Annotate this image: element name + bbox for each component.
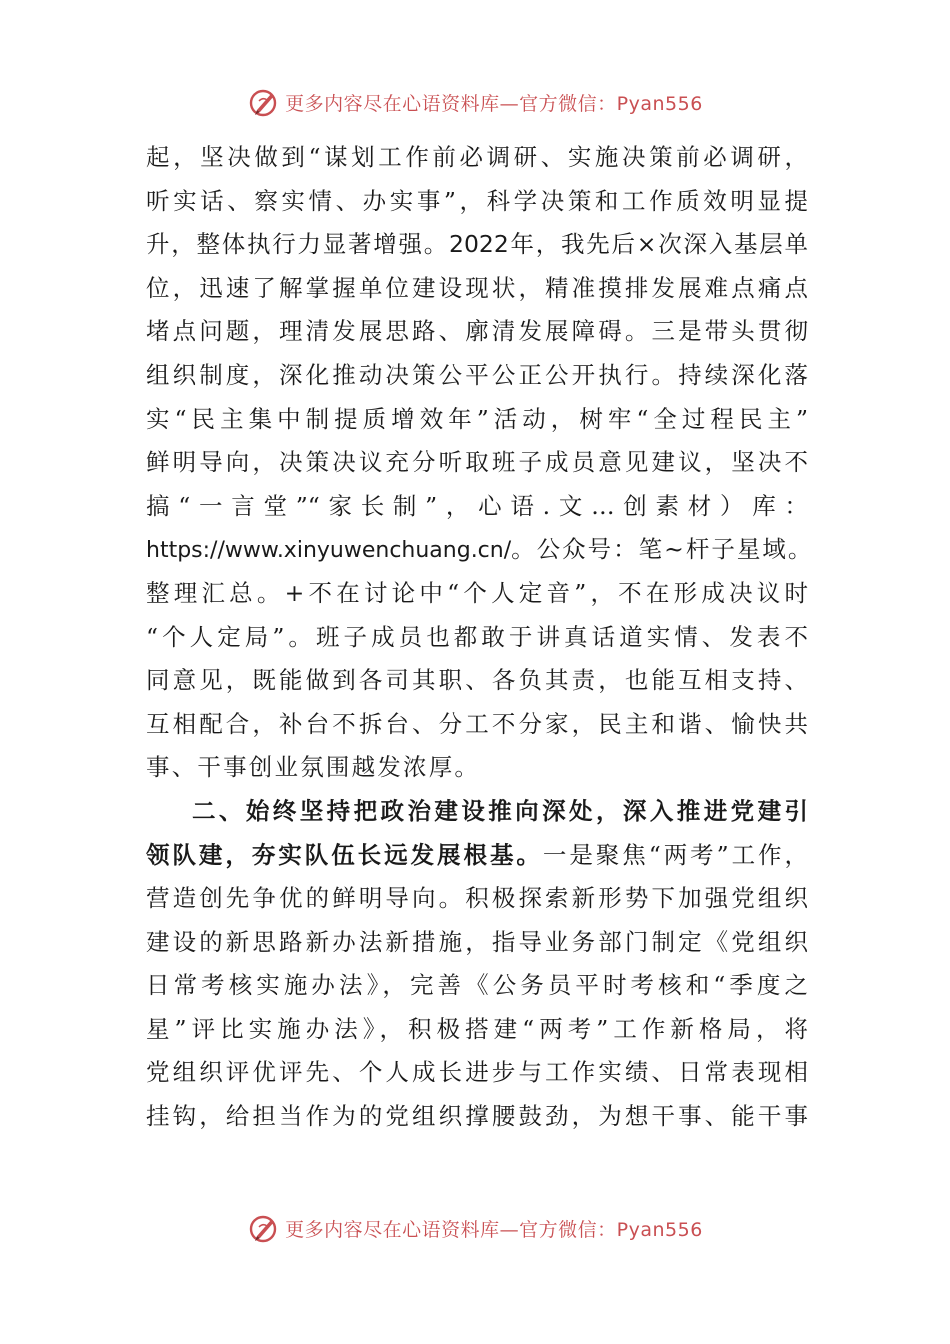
text-line: 听实话、察实情、办实事”，科学决策和工作质效明显提 bbox=[146, 186, 808, 215]
text-line: 建设的新思路新办法新措施，指导业务部门制定《党组织 bbox=[146, 927, 808, 956]
text-line: 搞“一言堂”“家长制”，心语.文…创素材）库： bbox=[146, 491, 808, 520]
section-heading-line: 二、始终坚持把政治建设推向深处，深入推进党建引 bbox=[192, 796, 808, 825]
text-line: 升，整体执行力显著增强。2022年，我先后×次深入基层单 bbox=[146, 230, 808, 259]
text-line: 同意见，既能做到各司其职、各负其责，也能互相支持、 bbox=[146, 666, 808, 695]
document-body bbox=[146, 136, 814, 1139]
paragraph-2 bbox=[146, 790, 808, 1139]
text-line: 事、干事创业氛围越发浓厚。 bbox=[146, 753, 481, 782]
wechat-id: Pyan556 bbox=[616, 92, 703, 115]
pen-logo-icon bbox=[247, 85, 281, 119]
text-line: 挂钩，给担当作为的党组织撑腰鼓劲，为想干事、能干事 bbox=[146, 1102, 808, 1131]
footer-banner bbox=[0, 1208, 950, 1248]
text-line: 堵点问题，理清发展思路、廓清发展障碍。三是带头贯彻 bbox=[146, 317, 808, 346]
wechat-id: Pyan556 bbox=[616, 1218, 703, 1241]
pen-logo-icon bbox=[247, 1211, 281, 1245]
text-line: 互相配合，补台不拆台、分工不分家，民主和谐、愉快共 bbox=[146, 709, 808, 738]
text-line: 领队建，夯实队伍长远发展根基。一是聚焦“两考”工作， bbox=[146, 840, 809, 869]
text-line: 鲜明导向，决策决议充分听取班子成员意见建议，坚决不 bbox=[146, 448, 808, 477]
text-line: 整理汇总。+不在讨论中“个人定音”，不在形成决议时 bbox=[146, 578, 808, 607]
header-banner-text: 更多内容尽在心语资料库—官方微信：Pyan556 bbox=[285, 92, 703, 115]
text-line: 实“民主集中制提质增效年”活动，树牢“全过程民主” bbox=[146, 404, 808, 433]
text-line: 位，迅速了解掌握单位建设现状，精准摸排发展难点痛点 bbox=[146, 273, 808, 302]
footer-banner-text: 更多内容尽在心语资料库—官方微信：Pyan556 bbox=[285, 1218, 703, 1241]
text-line: https://www.xinyuwenchuang.cn/。公众号：笔~杆子星域。 bbox=[146, 535, 814, 564]
text-line: 起，坚决做到“谋划工作前必调研、实施决策前必调研， bbox=[146, 143, 808, 171]
paragraph-1 bbox=[146, 136, 814, 790]
header-banner bbox=[0, 82, 950, 122]
text-line: 营造创先争优的鲜明导向。积极探索新形势下加强党组织 bbox=[146, 884, 808, 913]
text-line: 党组织评优评先、个人成长进步与工作实绩、日常表现相 bbox=[146, 1058, 808, 1087]
text-line: “个人定局”。班子成员也都敢于讲真话道实情、发表不 bbox=[146, 622, 808, 651]
website-url: https://www.xinyuwenchuang.cn/ bbox=[146, 538, 512, 564]
text-line: 星”评比实施办法》，积极搭建“两考”工作新格局，将 bbox=[146, 1014, 808, 1043]
text-line: 组织制度，深化推动决策公平公正公开执行。持续深化落 bbox=[146, 360, 808, 389]
text-line: 日常考核实施办法》，完善《公务员平时考核和“季度之 bbox=[146, 971, 808, 1000]
section-heading: 领队建，夯实队伍长远发展根基。 bbox=[146, 840, 543, 869]
